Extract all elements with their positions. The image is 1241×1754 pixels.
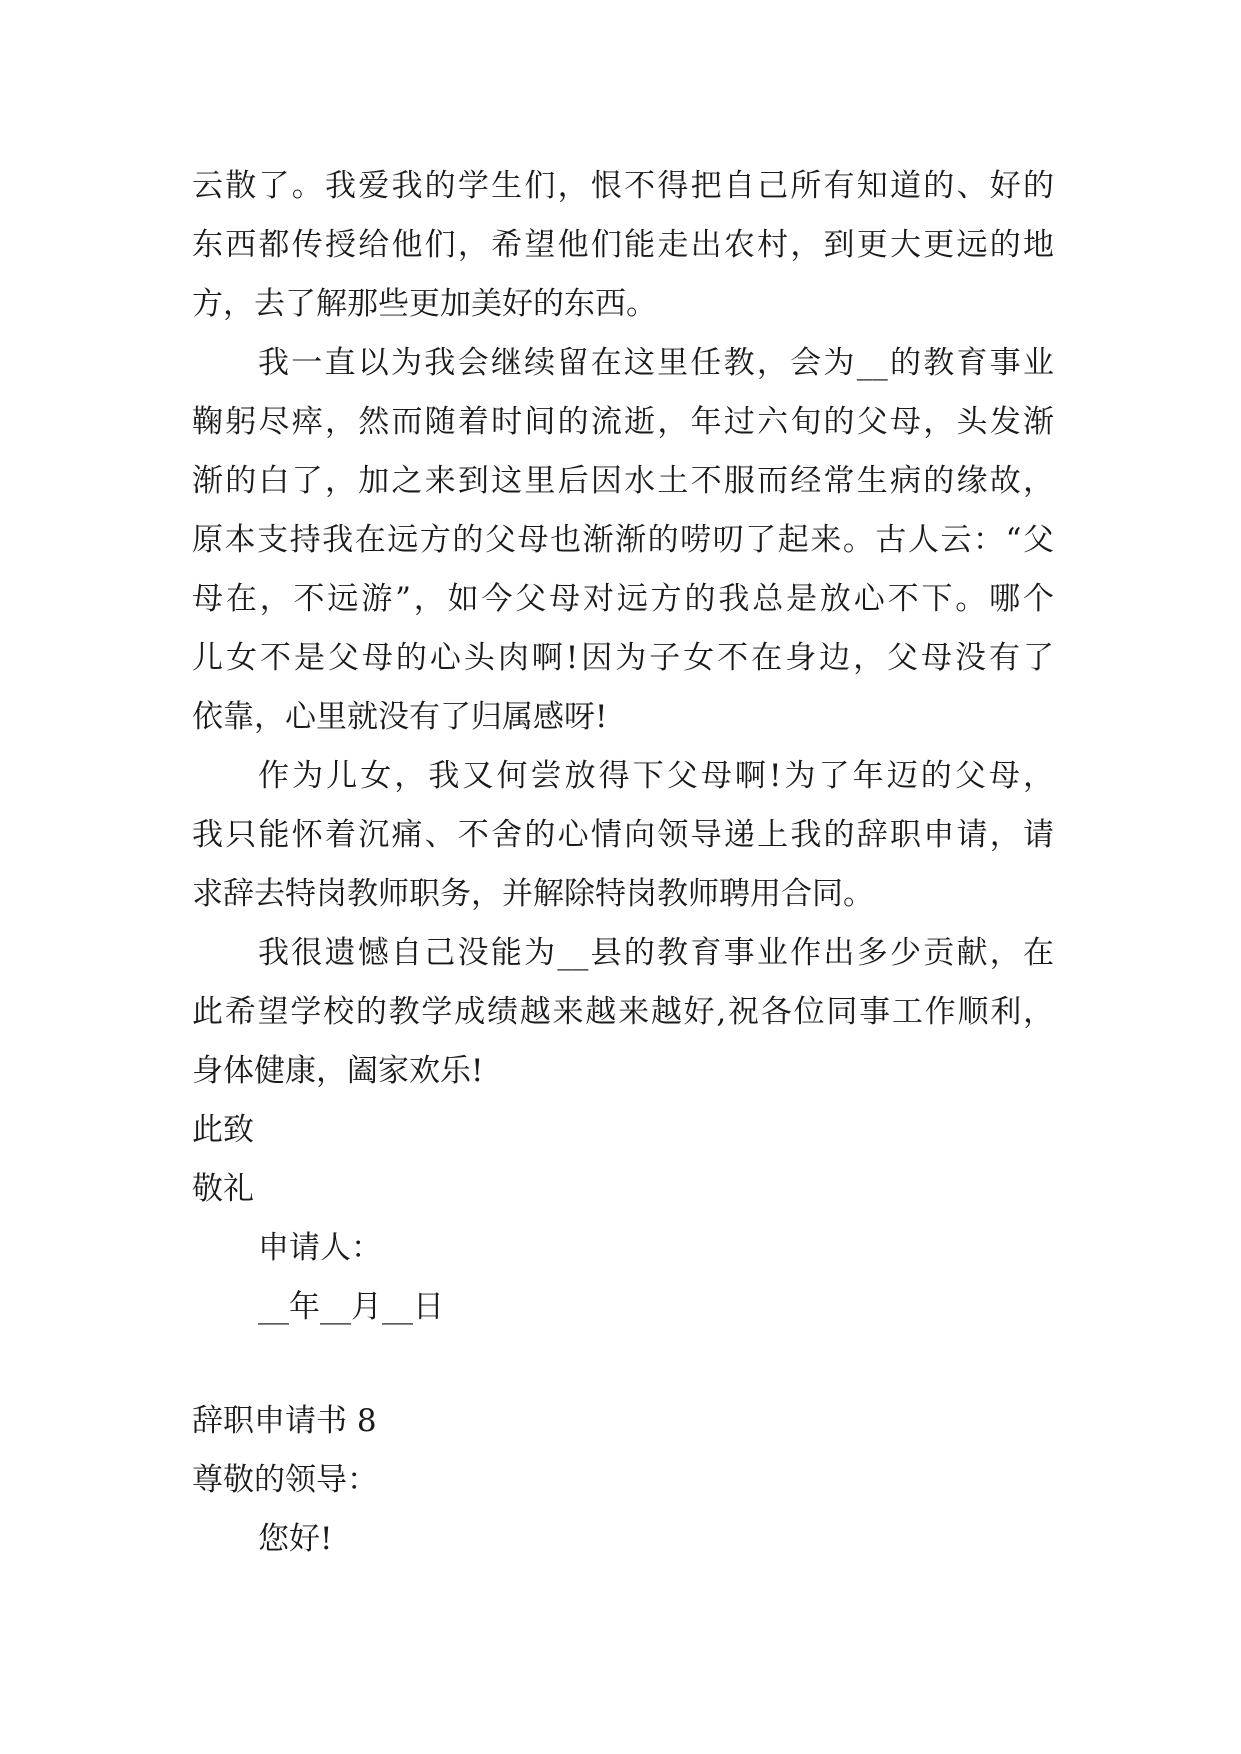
paragraph-line: 鞠躬尽瘁，然而随着时间的流逝，年过六旬的父母，头发渐 — [192, 404, 1054, 440]
paragraph-line: 儿女不是父母的心头肉啊!因为子女不在身边，父母没有了 — [192, 640, 1054, 676]
paragraph-line: 云散了。我爱我的学生们，恨不得把自己所有知道的、好的 — [192, 168, 1054, 204]
paragraph-line: 我只能怀着沉痛、不舍的心情向领导递上我的辞职申请，请 — [192, 817, 1054, 853]
closing-line: 此致 — [192, 1112, 254, 1148]
paragraph-line: 原本支持我在远方的父母也渐渐的唠叨了起来。古人云：“父 — [192, 522, 1054, 558]
paragraph-line: 作为儿女，我又何尝放得下父母啊!为了年迈的父母， — [258, 758, 1054, 794]
paragraph-line: 此希望学校的教学成绩越来越来越好,祝各位同事工作顺利， — [192, 994, 1054, 1030]
paragraph-line: 渐的白了，加之来到这里后因水土不服而经常生病的缘故， — [192, 463, 1054, 499]
date-line: __年__月__日 — [258, 1289, 444, 1325]
greeting-line: 尊敬的领导： — [192, 1462, 378, 1498]
paragraph-line: 方，去了解那些更加美好的东西。 — [192, 286, 657, 322]
paragraph-line: 我很遗憾自己没能为__县的教育事业作出多少贡献，在 — [258, 935, 1054, 971]
greeting-line: 您好! — [258, 1521, 333, 1557]
paragraph-line: 母在，不远游”，如今父母对远方的我总是放心不下。哪个 — [192, 581, 1054, 617]
paragraph-line: 身体健康，阖家欢乐! — [192, 1053, 484, 1089]
paragraph-line: 求辞去特岗教师职务，并解除特岗教师聘用合同。 — [192, 876, 874, 912]
section-title: 辞职申请书 8 — [192, 1403, 377, 1439]
paragraph-line: 东西都传授给他们，希望他们能走出农村，到更大更远的地 — [192, 227, 1054, 263]
paragraph-line: 依靠，心里就没有了归属感呀! — [192, 699, 608, 735]
closing-salutation: 敬礼 — [192, 1171, 254, 1207]
paragraph-line: 我一直以为我会继续留在这里任教，会为__的教育事业 — [258, 345, 1054, 381]
applicant-label: 申请人： — [258, 1230, 382, 1266]
